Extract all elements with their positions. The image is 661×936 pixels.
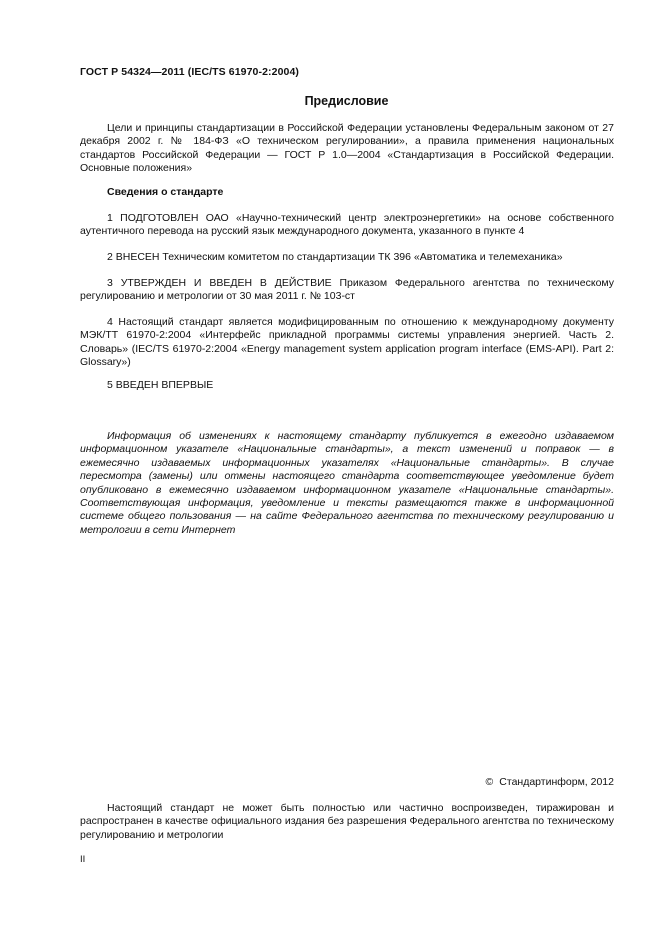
item-2: 2 ВНЕСЕН Техническим комитетом по стандартизации ТК 396 «Автоматика и телемеханика» <box>107 251 563 263</box>
page-title: Предисловие <box>304 94 389 108</box>
item-5: 5 ВВЕДЕН ВПЕРВЫЕ <box>107 379 214 391</box>
copyright-text: Стандартинформ, 2012 <box>499 776 614 788</box>
item-3: 3 УТВЕРЖДЕН И ВВЕДЕН В ДЕЙСТВИЕ Приказом Федерального агентства по техническому регулированию и метрологии от 30 мая 2011 г. № 103-ст <box>80 277 614 303</box>
reproduction-notice: Настоящий стандарт не может быть полностью или частично воспроизведен, тиражирован и распространен в качестве официального издания без разрешения Федерального агентства по техническому регулированию и метрологии <box>80 802 614 841</box>
info-note: Информация об изменениях к настоящему стандарту публикуется в ежегодно издаваемом информационном указателе «Национальные стандарты», а текст изменений и поправок — в ежемесячно издаваемых информационных указателях «Национальные стандарты». В случае пересмотра (замены) или отмены настоящего стандарта соответствующее уведомление будет опубликовано в ежемесячно издаваемом информационном указателе «Национальные стандарты». Соответствующая информация, уведомление и тексты размещаются также в информационной системе общего пользования — на сайте Федерального агентства по техническому регулированию и метрологии в сети Интернет <box>80 430 614 536</box>
document-header: ГОСТ Р 54324—2011 (IEC/TS 61970-2:2004) <box>80 66 299 78</box>
copyright-symbol: © <box>485 776 494 788</box>
intro-paragraph: Цели и принципы стандартизации в Российской Федерации установлены Федеральным законом от 27 декабря 2002 г. № 184-ФЗ «О техническом регулировании», а правила применения национальных стандартов Российской Федерации — ГОСТ Р 1.0—2004 «Стандартизация в Российской Федерации. Основные положения» <box>80 122 614 175</box>
page-number: II <box>80 854 86 865</box>
item-4: 4 Настоящий стандарт является модифицированным по отношению к международному документу МЭК/ТТ 61970-2:2004 «Интерфейс прикладной программы системы управления энергией. Часть 2. Словарь» (IEC/TS 61970-2:2004 «Energy management system application program interface (EMS-API). Part 2: Glossary») <box>80 316 614 369</box>
copyright-line <box>486 776 614 788</box>
item-1: 1 ПОДГОТОВЛЕН ОАО «Научно-технический центр электроэнергетики» на основе собственного аутентичного перевода на русский язык международного документа, указанного в пункте 4 <box>80 212 614 238</box>
section-heading: Сведения о стандарте <box>107 186 224 198</box>
